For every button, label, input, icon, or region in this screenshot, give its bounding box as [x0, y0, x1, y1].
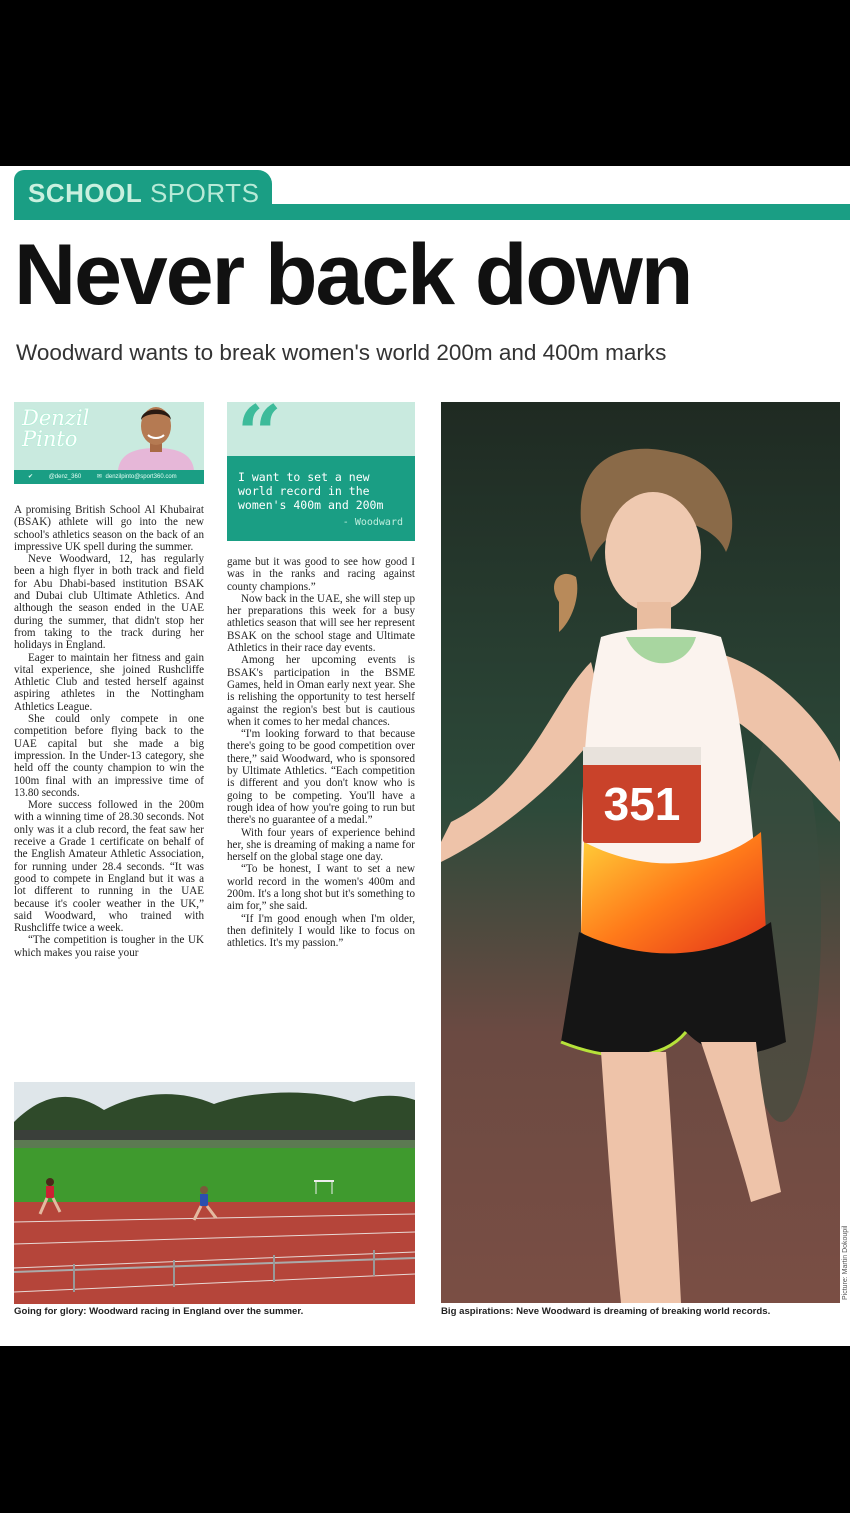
paragraph: “The competition is tougher in the UK which makes you raise your — [14, 934, 204, 959]
author-twitter: @denz_360 — [48, 474, 82, 480]
paragraph: Neve Woodward, 12, has regularly been a high flyer in both track and field for Abu Dhabi-based institution BSAK and Dubai club Ultimate Athletics. And although the season ended in the UAE during the summer, that didn't stop her from taking to the track during her holidays in England. — [14, 553, 204, 652]
track-photo-caption: Going for glory: Woodward racing in England over the summer. — [14, 1306, 304, 1317]
pull-quote — [227, 389, 415, 541]
paragraph: “I'm looking forward to that because there's going to be good competition over there,” said Woodward, who is sponsored by Ultimate Athletics. “Each competition is different and you don't know who is going to be competing. You'll have a rough idea of how you're going to run but there's no guarantee of a medal.” — [227, 728, 415, 827]
paragraph: Among her upcoming events is BSAK's participation in the BSME Games, held in Oman early next year. She is relishing the opportunity to test herself against the region's best but is cautious when it comes to her medal chances. — [227, 654, 415, 728]
quote-mark-icon: “ — [237, 389, 282, 480]
author-avatar — [112, 402, 200, 470]
paragraph: A promising British School Al Khubairat (BSAK) athlete will go into the new school's athletics season on the back of an impressive UK spell during the summer. — [14, 504, 204, 553]
author-first-name: Denzil — [22, 406, 90, 430]
bib-number: 351 — [603, 778, 681, 830]
paragraph: Now back in the UAE, she will step up her preparations this week for a busy athletics season that will see her represent BSAK on the school stage and Ultimate Athletics in their race day events. — [227, 592, 415, 655]
paragraph: “To be honest, I want to set a new world record in the women's 400m and 200m. It's a long shot but it's something to aim for,” she said. — [227, 863, 415, 913]
email-icon: ✉ — [96, 474, 102, 480]
author-last-name: Pinto — [22, 427, 78, 451]
section-label — [28, 178, 259, 209]
paragraph: More success followed in the 200m with a winning time of 28.30 seconds. Not only was it a club record, the feat saw her receive a Grade 1 certificate on behalf of the English Amateur Athletic Association, for running under 28.4 seconds. “It was good to compete in England but it was a lot different to running in the UAE because it's cooler weather in the UK,” said Woodward, who trained with Rushcliffe twice a week. — [14, 799, 204, 935]
pull-quote-text: I want to set a new world record in the women's 400m and 200m — [238, 470, 384, 512]
paragraph: Eager to maintain her fitness and gain vital experience, she joined Rushcliffe Athletic Club and tested herself against aspiring athletes in the Nottingham Athletics League. — [14, 651, 204, 713]
article-column-2 — [227, 556, 415, 950]
twitter-icon: ✔ — [28, 474, 34, 480]
headline: Never back down — [14, 227, 692, 323]
subheadline: Woodward wants to break women's world 200m and 400m marks — [16, 340, 667, 365]
section-label-light: SPORTS — [149, 178, 260, 208]
runner-photo-caption: Big aspirations: Neve Woodward is dreaming of breaking world records. — [441, 1306, 771, 1317]
track-race-photo — [14, 1082, 415, 1304]
section-label-bold: SCHOOL — [28, 178, 143, 208]
paragraph: She could only compete in one competition before flying back to the UAE capital but she made a big impression. In the Under-13 category, she held off the county champion to win the 100m final with an impressive time of 13.80 seconds. — [14, 713, 204, 799]
paragraph: “If I'm good enough when I'm older, then definitely I would like to focus on athletics. It's my passion.” — [227, 912, 415, 950]
newspaper-page — [0, 166, 850, 1346]
photo-credit: Picture: Martin Dokoupil — [842, 1225, 849, 1300]
paragraph: With four years of experience behind her, she is dreaming of making a name for herself on the global stage one day. — [227, 826, 415, 864]
runner-photo — [441, 402, 840, 1303]
author-name — [22, 408, 102, 450]
paragraph: game but it was good to see how good I was in the ranks and racing against county champions.” — [227, 556, 415, 593]
author-byline — [14, 402, 204, 484]
pull-quote-attribution: - Woodward — [342, 517, 403, 528]
author-email: denzilpinto@sport360.com — [105, 474, 177, 480]
pull-quote-header — [227, 389, 415, 480]
author-contact-bar — [14, 470, 204, 484]
article-column-1 — [14, 504, 204, 959]
